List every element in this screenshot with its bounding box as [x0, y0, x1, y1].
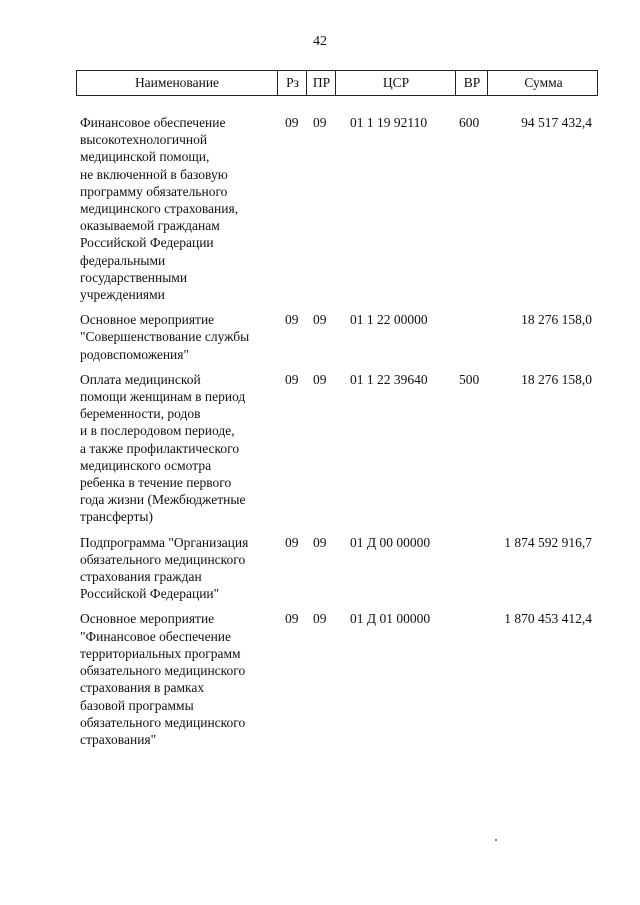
row-csr: 01 Д 00 00000: [350, 534, 431, 550]
row-sum: 1 870 453 412,4: [504, 611, 592, 627]
row-csr: 01 1 22 39640: [350, 371, 428, 387]
row-name: Основное мероприятие "Финансовое обеспечение территориальных программ обязательного медицинского страхования в рамках базовой программы обязательного медицинского страхования": [80, 611, 246, 747]
header-name: Наименование: [134, 75, 220, 90]
row-sum: 18 276 158,0: [521, 312, 592, 328]
table-row: [76, 610, 598, 748]
row-vr: 600: [459, 115, 480, 130]
row-pr: 09: [313, 371, 327, 387]
row-csr: 01 Д 01 00000: [350, 611, 431, 627]
row-pr: 09: [313, 115, 327, 130]
row-sum: 94 517 432,4: [521, 115, 592, 130]
row-pr: 09: [313, 312, 327, 328]
table-row: [76, 371, 598, 526]
row-name: Оплата медицинской помощи женщинам в период беременности, родов и в послеродовом периоде, а также профилактического медицинского осмотра ребенка в течение первого года жизни (Межбюджетные трансферты): [80, 371, 246, 525]
row-pr: 09: [313, 534, 327, 550]
table-row: [76, 534, 598, 603]
row-vr: 500: [459, 371, 480, 387]
row-csr: 01 1 22 00000: [350, 312, 428, 328]
table-row: [76, 311, 598, 363]
row-rz: 09: [285, 534, 299, 550]
header-sum: Сумма: [487, 71, 599, 95]
row-name: Основное мероприятие "Совершенствование службы родовспоможения": [80, 312, 250, 362]
row-pr: 09: [313, 611, 327, 627]
row-name: Подпрограмма "Организация обязательного медицинского страхования граждан Российской Федерации": [80, 534, 249, 602]
row-name: Финансовое обеспечение высокотехнологичной медицинской помощи, не включенной в базовую программу обязательного медицинского страхования, оказываемой гражданам Российской Федерации федеральными государственными учреждениями: [80, 115, 239, 303]
row-rz: 09: [285, 611, 299, 627]
table-body: [76, 114, 598, 748]
row-sum: 1 874 592 916,7: [504, 534, 592, 550]
table-row: [76, 114, 598, 303]
table-header: [76, 70, 598, 96]
page-number: 42: [313, 34, 327, 49]
header-rz: Рз: [277, 71, 307, 95]
header-csr: ЦСР: [335, 71, 456, 95]
budget-table: [76, 70, 598, 756]
row-csr: 01 1 19 92110: [350, 115, 428, 130]
header-vr: ВР: [455, 71, 488, 95]
row-rz: 09: [285, 312, 299, 328]
row-rz: 09: [285, 115, 299, 130]
header-pr: ПР: [306, 71, 336, 95]
scan-speck: [495, 839, 497, 841]
row-sum: 18 276 158,0: [521, 371, 592, 387]
row-rz: 09: [285, 371, 299, 387]
